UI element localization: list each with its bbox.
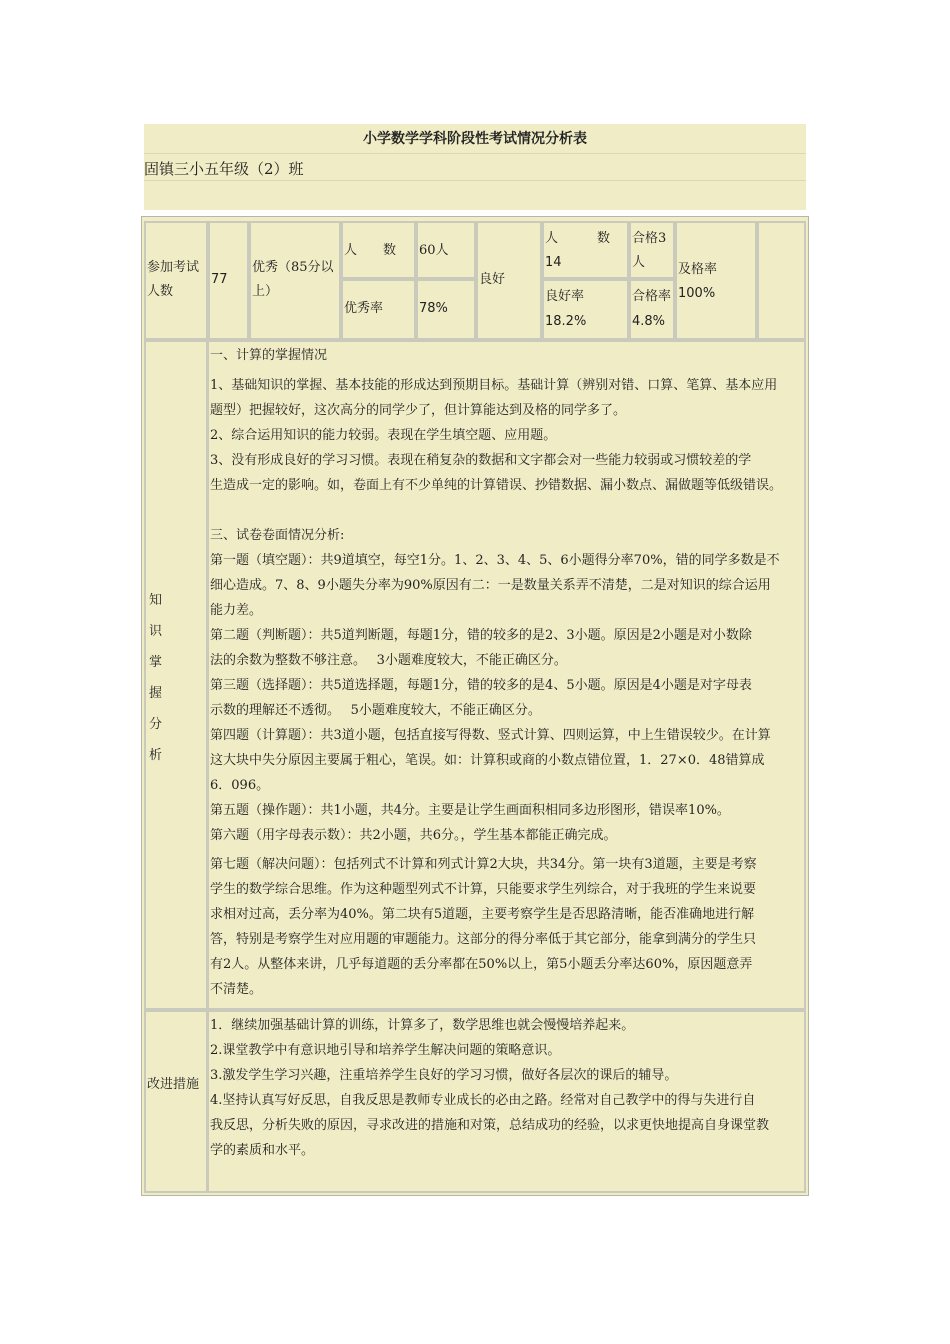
text-line: 题型）把握较好，这次高分的同学少了，但计算能达到及格的同学多了。 [210,403,627,418]
text-line: 我反思，分析失败的原因，寻求改进的措施和对策，总结成功的经验，以求更快地提高自身课堂教 [210,1118,770,1133]
good-count: 14 [545,255,562,270]
text-line: 第二题（判断题）：共5道判断题，每题1分，错的较多的是2、3小题。原因是2小题是对小数除 [210,628,752,643]
pass-rate-cell [675,221,757,340]
good-label-cell [476,221,542,340]
pass-rate-small: 4.8% [632,314,666,329]
text-line: 1．继续加强基础计算的训练，计算多了，数学思维也就会慢慢培养起来。 [210,1018,635,1033]
header-divider [144,153,806,154]
text-line: 1、基础知识的掌握、基本技能的形成达到预期目标。基础计算（辨别对错、口算、笔算、基本应用 [210,378,778,393]
text-line: 生造成一定的影响。如，卷面上有不少单纯的计算错误、抄错数据、漏小数点、漏做题等低级错误。 [210,478,783,493]
header-block [144,124,806,210]
text-line: 法的余数为整数不够注意。 3小题难度较大，不能正确区分。 [210,653,567,668]
improve-label-cell [144,1010,208,1193]
text-line: 三、试卷卷面情况分析: [210,528,345,543]
text-line: 2.课堂教学中有意识地引导和培养学生解决问题的策略意识。 [210,1043,561,1058]
excellent-rate: 78% [419,301,448,316]
good-count-label: 人 数 [545,231,611,246]
label-char: 识 [149,624,163,639]
count-label-cell [341,221,416,279]
text-line: 不清楚。 [210,982,263,997]
text-line: 6．096。 [210,778,270,793]
text-line: 学的素质和水平。 [210,1143,315,1158]
pass-rate: 100% [678,286,716,301]
empty-cell [757,221,806,340]
excellent-rate-cell [416,279,476,340]
excellent-rate-label-cell [341,279,416,340]
good-rate-cell [542,279,629,340]
text-line: 示数的理解还不透彻。 5小题难度较大，不能正确区分。 [210,703,541,718]
pass-count-cell [629,221,675,279]
text-line: 第三题（选择题）：共5道选择题，每题1分，错的较多的是4、5小题。原因是4小题是对字母表 [210,678,752,693]
good-label: 良好 [479,272,506,287]
pass-rate-label: 及格率 [678,262,718,277]
excellent-label: 优秀（85分以上） [252,260,334,299]
text-line: 求相对过高，丢分率为40%。第二块有5道题，主要考察学生是否思路清晰，能否准确地进行解 [210,907,755,922]
knowledge-label-cell [144,340,208,1010]
header-divider [144,180,806,181]
school-class-label: 固镇三小五年级（2）班 [144,160,304,178]
text-line: 这大块中失分原因主要属于粗心，笔误。如：计算积或商的小数点错位置，1．27×0．48错算成 [210,753,765,768]
label-char: 分 [149,717,163,732]
excellent-count-cell [416,221,476,279]
text-line: 学生的数学综合思维。作为这种题型列式不计算，只能要求学生列综合，对于我班的学生来说要 [210,882,757,897]
text-line: 答，特别是考察学生对应用题的审题能力。这部分的得分率低于其它部分，能拿到满分的学生只 [210,932,757,947]
page-title: 小学数学学科阶段性考试情况分析表 [363,131,587,147]
text-line: 3、没有形成良好的学习习惯。表现在稍复杂的数据和文字都会对一些能力较弱或习惯较差的学 [210,453,752,468]
participants-value-cell [208,221,249,340]
good-count-cell [542,221,629,279]
knowledge-content [210,343,806,1002]
knowledge-label [149,585,165,771]
pass-rate-small-cell [629,279,675,340]
text-line: 能力差。 [210,603,263,618]
excellent-count: 60人 [419,243,449,258]
text-line [210,498,806,523]
label-char: 知 [149,593,163,608]
text-line: 2、综合运用知识的能力较弱。表现在学生填空题、应用题。 [210,428,557,443]
participants-value: 77 [211,272,228,287]
text-line: 第一题（填空题）：共9道填空，每空1分。1、2、3、4、5、6小题得分率70%，错的同学多数是不 [210,553,780,568]
text-line: 第五题（操作题）：共1小题，共4分。主要是让学生画面积相同多边形图形，错误率10%。 [210,803,730,818]
good-rate-label: 良好率 [545,289,585,304]
excellent-label-cell [249,221,341,340]
text-line: 第六题（用字母表示数）：共2小题，共6分。，学生基本都能正确完成。 [210,828,617,843]
improve-content [210,1013,806,1163]
label-char: 掌 [149,655,163,670]
text-line: 第四题（计算题）：共3道小题，包括直接写得数、竖式计算、四则运算，中上生错误较少。在计算 [210,728,771,743]
text-line: 4.坚持认真写好反思，自我反思是教师专业成长的必由之路。经常对自己教学中的得与失进行自 [210,1093,756,1108]
improve-label: 改进措施 [147,1077,200,1092]
text-line: 3.激发学生学习兴趣，注重培养学生良好的学习习惯，做好各层次的课后的辅导。 [210,1068,678,1083]
label-char: 握 [149,686,163,701]
excellent-rate-label: 优秀率 [344,301,384,316]
analysis-table [141,216,809,1196]
count-label: 人 数 [344,243,397,258]
label-char: 析 [149,748,163,763]
text-line: 一、计算的掌握情况 [210,348,328,363]
good-rate: 18.2% [545,314,587,329]
pass-count: 合格3人 [632,231,667,270]
pass-rate-small-label: 合格率 [632,289,672,304]
participants-label: 参加考试人数 [147,260,200,299]
text-line: 细心造成。7、8、9小题失分率为90%原因有二：一是数量关系弄不清楚，二是对知识的综合运用 [210,578,771,593]
text-line: 有2人。从整体来讲，几乎每道题的丢分率都在50%以上，第5小题丢分率达60%，原因题意弄 [210,957,753,972]
participants-label-cell [144,221,208,340]
text-line: 第七题（解决问题）：包括列式不计算和列式计算2大块，共34分。第一块有3道题，主要是考察 [210,857,757,872]
